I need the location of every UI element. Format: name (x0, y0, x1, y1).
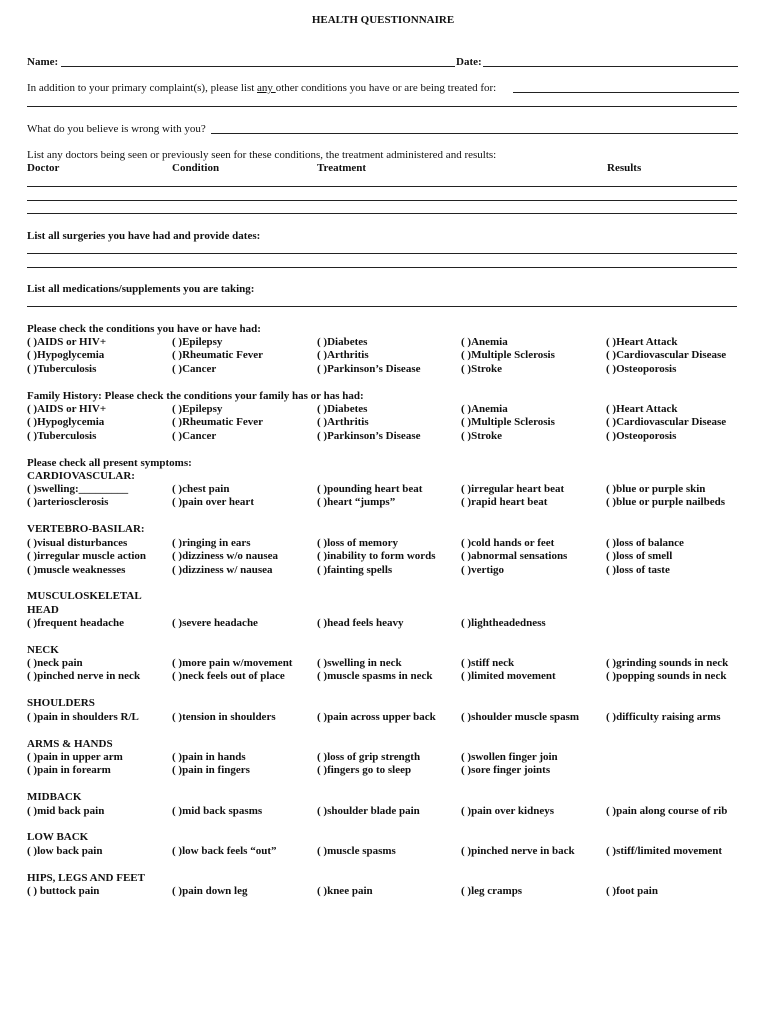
neck-heading: NECK (27, 644, 59, 656)
shoulders-option[interactable]: ( )pain in shoulders R/L (27, 711, 139, 723)
shoulders-option[interactable]: ( )tension in shoulders (172, 711, 276, 723)
arms-option[interactable]: ( )sore finger joints (461, 764, 551, 777)
lowback-option[interactable]: ( )stiff/limited movement (606, 845, 723, 857)
vb-option[interactable]: ( )inability to form words (317, 550, 436, 563)
hips-option[interactable]: ( )pain down leg (172, 885, 248, 897)
family-option[interactable]: ( )Stroke (461, 429, 503, 442)
doctors-line-1[interactable] (27, 186, 737, 187)
wrong-label: What do you believe is wrong with you? (27, 123, 206, 135)
arms-option[interactable]: ( )pain in hands (172, 751, 246, 763)
date-label: Date: (456, 56, 482, 68)
conditions-option[interactable]: ( )Stroke (461, 362, 503, 375)
questionnaire-page (27, 0, 739, 1024)
wrong-field[interactable] (211, 133, 738, 134)
cardio-option[interactable]: ( )chest pain (172, 483, 230, 495)
family-option[interactable]: ( )Cardiovascular Disease (606, 416, 727, 429)
vb-option[interactable]: ( )loss of balance (606, 537, 684, 549)
date-field[interactable] (483, 66, 738, 67)
vb-option[interactable]: ( )fainting spells (317, 563, 393, 576)
family-heading: Family History: Please check the conditions your family has or has had: (27, 390, 364, 402)
msk-heading: MUSCULOSKELETAL (27, 590, 142, 602)
page-title: HEALTH QUESTIONNAIRE (311, 14, 455, 26)
neck-option[interactable]: ( )pinched nerve in neck (27, 670, 141, 683)
family-option[interactable]: ( )Multiple Sclerosis (461, 416, 555, 429)
conditions-option[interactable]: ( )Arthritis (317, 349, 369, 362)
vb-option[interactable]: ( )ringing in ears (172, 537, 251, 549)
surgeries-line-1[interactable] (27, 253, 737, 254)
vb-option[interactable]: ( )loss of taste (606, 563, 670, 576)
medications-line[interactable] (27, 306, 737, 307)
name-field[interactable] (61, 66, 455, 67)
results-header: Results (607, 162, 642, 174)
conditions-option[interactable]: ( )Parkinson’s Disease (317, 362, 421, 375)
name-label: Name: (27, 56, 59, 68)
shoulders-option[interactable]: ( )pain across upper back (317, 711, 436, 723)
family-option[interactable]: ( )Anemia (461, 403, 508, 415)
head-option[interactable]: ( )lightheadedness (461, 617, 546, 629)
additional-conditions-label: In addition to your primary complaint(s), please list any other conditions you have or are being treated for: (27, 82, 497, 94)
neck-option[interactable]: ( )grinding sounds in neck (606, 657, 729, 669)
vb-option[interactable]: ( )dizziness w/o nausea (172, 550, 279, 563)
arms-option[interactable]: ( )pain in fingers (172, 764, 250, 777)
vb-option[interactable]: ( )irregular muscle action (27, 550, 147, 563)
cardio-option[interactable]: ( )pain over heart (172, 496, 254, 509)
cardio-option[interactable]: ( )pounding heart beat (317, 483, 423, 495)
hips-heading: HIPS, LEGS AND FEET (27, 872, 145, 884)
cardio-heading: CARDIOVASCULAR: (27, 470, 135, 482)
conditions-option[interactable]: ( )Multiple Sclerosis (461, 349, 555, 362)
cardio-option[interactable]: ( )arteriosclerosis (27, 496, 109, 509)
cardio-option[interactable]: ( )irregular heart beat (461, 483, 565, 495)
conditions-option[interactable]: ( )Epilepsy (172, 336, 223, 348)
midback-option[interactable]: ( )pain along course of rib (606, 805, 728, 817)
doctor-header: Doctor (27, 162, 60, 174)
cardio-option[interactable]: ( )heart “jumps” (317, 496, 396, 509)
arms-option[interactable]: ( )loss of grip strength (317, 751, 421, 763)
midback-option[interactable]: ( )mid back pain (27, 805, 105, 817)
conditions-option[interactable]: ( )Cancer (172, 362, 217, 375)
neck-option[interactable]: ( )more pain w/movement (172, 657, 293, 669)
doctors-line-3[interactable] (27, 213, 737, 214)
hips-option[interactable]: ( )foot pain (606, 885, 658, 897)
vb-option[interactable]: ( )vertigo (461, 563, 505, 576)
neck-option[interactable]: ( )popping sounds in neck (606, 670, 727, 683)
neck-option[interactable]: ( )neck feels out of place (172, 670, 285, 683)
vb-option[interactable]: ( )dizziness w/ nausea (172, 563, 273, 576)
additional-conditions-field-2[interactable] (27, 106, 737, 107)
arms-option[interactable]: ( )swollen finger join (461, 751, 558, 763)
conditions-heading: Please check the conditions you have or have had: (27, 323, 261, 335)
lowback-option[interactable]: ( )pinched nerve in back (461, 845, 575, 857)
head-option[interactable]: ( )severe headache (172, 617, 258, 629)
head-option[interactable]: ( )frequent headache (27, 617, 124, 629)
lowback-heading: LOW BACK (27, 831, 89, 843)
shoulders-option[interactable]: ( )shoulder muscle spasm (461, 711, 580, 723)
neck-option[interactable]: ( )swelling in neck (317, 657, 402, 669)
cardio-option[interactable]: ( )rapid heart beat (461, 496, 548, 509)
shoulders-option[interactable]: ( )difficulty raising arms (606, 711, 721, 723)
midback-option[interactable]: ( )shoulder blade pain (317, 805, 420, 817)
vb-option[interactable]: ( )abnormal sensations (461, 550, 568, 563)
lowback-option[interactable]: ( )muscle spasms (317, 845, 396, 857)
midback-option[interactable]: ( )mid back spasms (172, 805, 263, 817)
hips-option[interactable]: ( )knee pain (317, 885, 373, 897)
conditions-option[interactable]: ( )Cardiovascular Disease (606, 349, 727, 362)
medications-label: List all medications/supplements you are taking: (27, 283, 255, 295)
lowback-option[interactable]: ( )low back feels “out” (172, 845, 277, 857)
family-option[interactable]: ( )Epilepsy (172, 403, 223, 415)
conditions-option[interactable]: ( )Osteoporosis (606, 362, 677, 375)
conditions-option[interactable]: ( )Heart Attack (606, 336, 678, 348)
arms-option[interactable]: ( )pain in upper arm (27, 751, 123, 763)
vb-option[interactable]: ( )muscle weaknesses (27, 563, 126, 576)
treatment-header: Treatment (317, 162, 367, 174)
head-option[interactable]: ( )head feels heavy (317, 617, 404, 629)
family-option[interactable]: ( )Rheumatic Fever (172, 416, 264, 429)
symptoms-heading: Please check all present symptoms: (27, 457, 192, 469)
surgeries-line-2[interactable] (27, 267, 737, 268)
family-option[interactable]: ( )Hypoglycemia (27, 416, 105, 429)
neck-option[interactable]: ( )neck pain (27, 657, 83, 669)
family-option[interactable]: ( )Arthritis (317, 416, 369, 429)
family-option[interactable]: ( )Osteoporosis (606, 429, 677, 442)
vb-option[interactable]: ( )loss of memory (317, 537, 398, 549)
vb-heading: VERTEBRO-BASILAR: (27, 523, 145, 535)
lowback-option[interactable]: ( )low back pain (27, 845, 103, 857)
head-heading: HEAD (27, 604, 59, 616)
family-option[interactable]: ( )AIDS or HIV+ (27, 403, 107, 415)
family-option[interactable]: ( )Heart Attack (606, 403, 678, 415)
neck-option[interactable]: ( )stiff neck (461, 657, 515, 669)
conditions-option[interactable]: ( )Anemia (461, 336, 508, 348)
hips-option[interactable]: ( )leg cramps (461, 885, 523, 897)
vb-option[interactable]: ( )cold hands or feet (461, 537, 555, 549)
conditions-option[interactable]: ( )Diabetes (317, 336, 368, 348)
vb-option[interactable]: ( )loss of smell (606, 550, 673, 563)
hips-option[interactable]: ( ) buttock pain (27, 885, 100, 897)
neck-option[interactable]: ( )limited movement (461, 670, 556, 683)
midback-heading: MIDBACK (27, 791, 82, 803)
doctors-intro: List any doctors being seen or previously seen for these conditions, the treatment administered and results: (27, 149, 497, 161)
conditions-option[interactable]: ( )AIDS or HIV+ (27, 336, 107, 348)
conditions-option[interactable]: ( )Tuberculosis (27, 362, 97, 375)
midback-option[interactable]: ( )pain over kidneys (461, 805, 555, 817)
shoulders-heading: SHOULDERS (27, 697, 95, 709)
additional-conditions-field[interactable] (513, 92, 739, 93)
condition-header: Condition (172, 162, 220, 174)
vb-option[interactable]: ( )visual disturbances (27, 537, 128, 549)
family-option[interactable]: ( )Tuberculosis (27, 429, 97, 442)
surgeries-label: List all surgeries you have had and provide dates: (27, 230, 261, 242)
arms-option[interactable]: ( )fingers go to sleep (317, 764, 412, 777)
doctors-line-2[interactable] (27, 200, 737, 201)
conditions-option[interactable]: ( )Rheumatic Fever (172, 349, 264, 362)
arms-heading: ARMS & HANDS (27, 738, 113, 750)
family-option[interactable]: ( )Cancer (172, 429, 217, 442)
cardio-option[interactable]: ( )blue or purple skin (606, 483, 706, 495)
family-option[interactable]: ( )Diabetes (317, 403, 368, 415)
cardio-option[interactable]: ( )swelling:_________ (27, 483, 129, 495)
arms-option[interactable]: ( )pain in forearm (27, 764, 111, 777)
family-option[interactable]: ( )Parkinson’s Disease (317, 429, 421, 442)
cardio-option[interactable]: ( )blue or purple nailbeds (606, 496, 725, 509)
conditions-option[interactable]: ( )Hypoglycemia (27, 349, 105, 362)
neck-option[interactable]: ( )muscle spasms in neck (317, 670, 433, 683)
